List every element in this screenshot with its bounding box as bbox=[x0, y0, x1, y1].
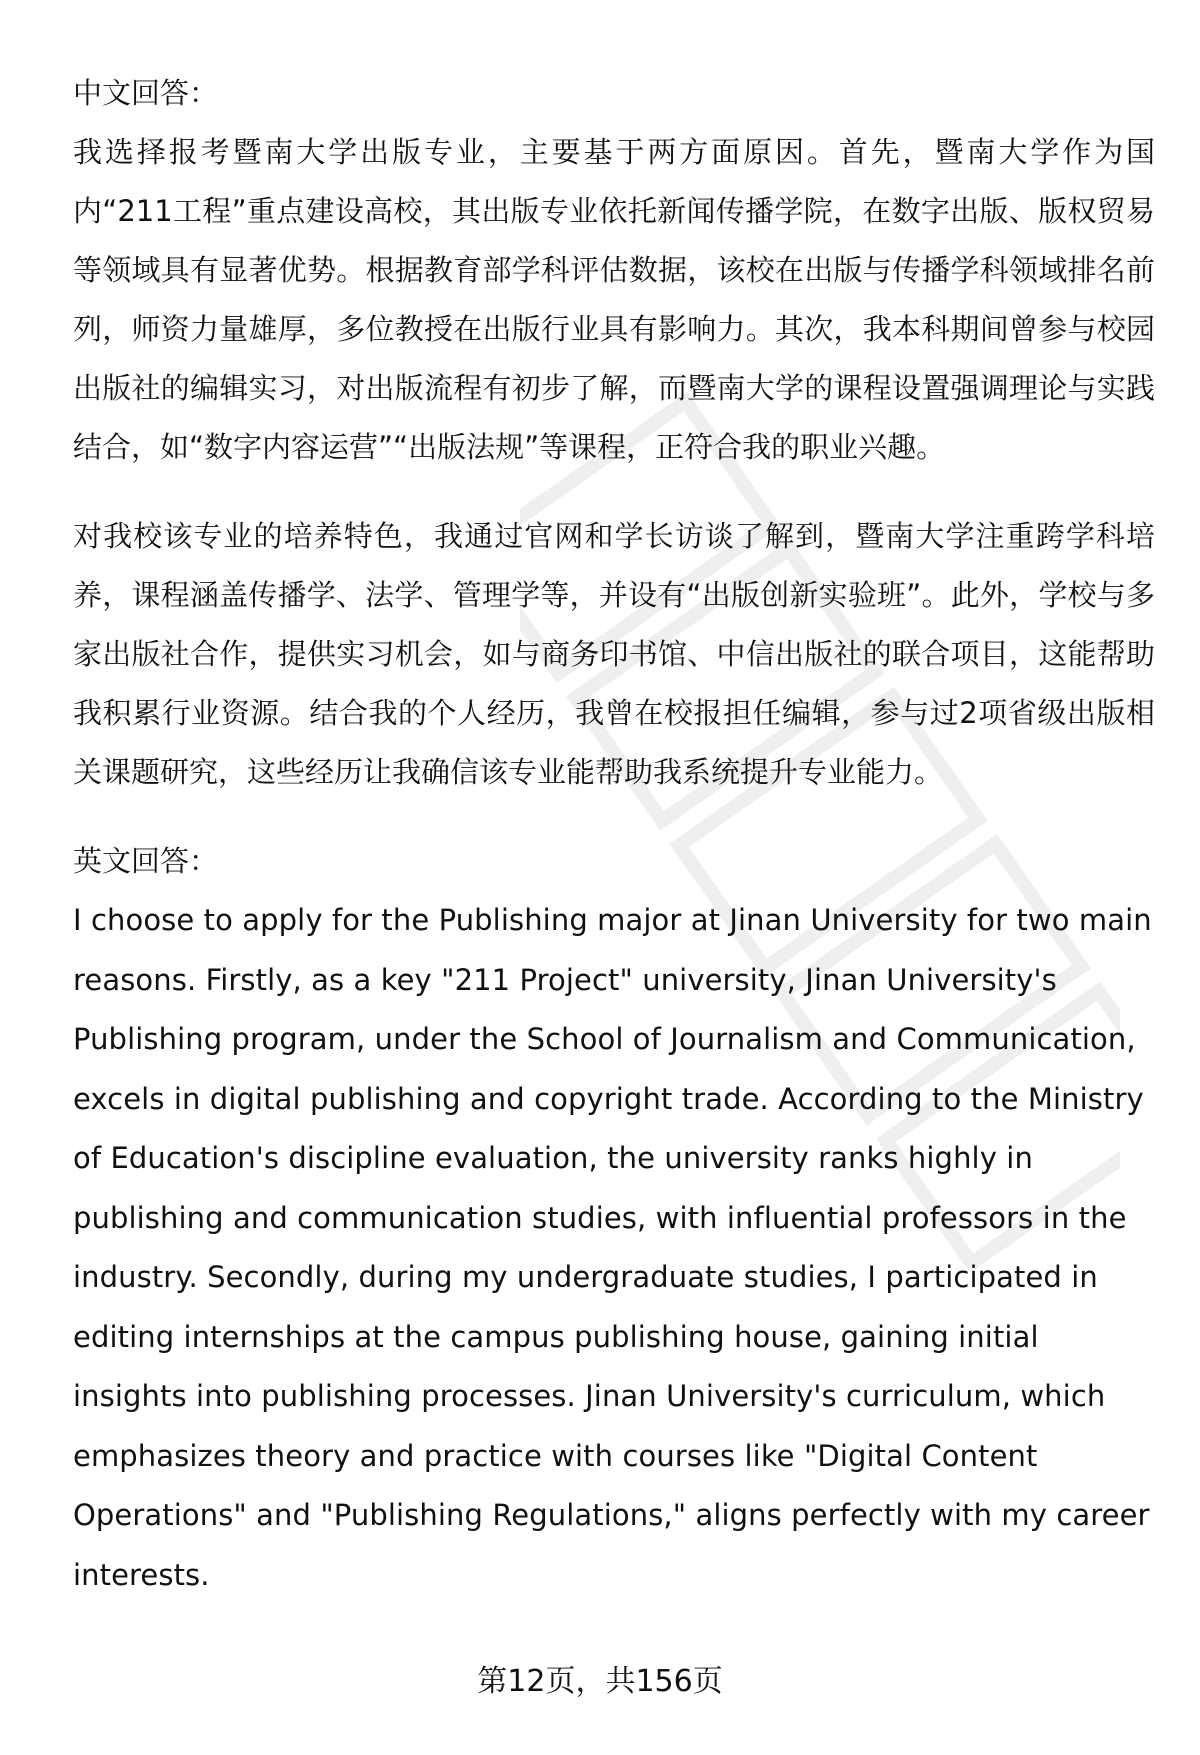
document-body bbox=[73, 64, 1155, 1605]
paragraph-gap bbox=[73, 802, 1155, 832]
zh-answer-label: 中文回答： bbox=[73, 76, 219, 110]
zh-answer-paragraph-2: 对我校该专业的培养特色，我通过官网和学长访谈了解到，暨南大学注重跨学科培养，课程涵盖传播学、法学、管理学等，并设有“出版创新实验班”。此外，学校与多家出版社合作，提供实习机会，如与商务印书馆、中信出版社的联合项目，这能帮助我积累行业资源。结合我的个人经历，我曾在校报担任编辑，参与过2项省级出版相关课题研究，这些经历让我确信该专业能帮助我系统提升专业能力。 bbox=[73, 519, 1155, 789]
zh-answer-paragraph-1: 我选择报考暨南大学出版专业，主要基于两方面原因。首先，暨南大学作为国内“211工程”重点建设高校，其出版专业依托新闻传播学院，在数字出版、版权贸易等领域具有显著优势。根据教育部学科评估数据，该校在出版与传播学科领域排名前列，师资力量雄厚，多位教授在出版行业具有影响力。其次，我本科期间曾参与校园出版社的编辑实习，对出版流程有初步了解，而暨南大学的课程设置强调理论与实践结合，如“数字内容运营”“出版法规”等课程，正符合我的职业兴趣。 bbox=[73, 135, 1155, 464]
en-answer-paragraph-1: I choose to apply for the Publishing major at Jinan University for two main reasons. Firstly, as a key "211 Project" university, Jinan University's Publishing program, under the School of Journalism and Communication, excels in digital publishing and copyright trade. According to the Ministry of Education's discipline evaluation, the university ranks highly in publishing and communication studies, with influential professors in the industry. Secondly, during my undergraduate studies, I participated in editing internships at the campus publishing house, gaining initial insights into publishing processes. Jinan University's curriculum, which emphasizes theory and practice with courses like "Digital Content Operations" and "Publishing Regulations," aligns perfectly with my career interests. bbox=[73, 903, 1152, 1592]
page-indicator: 第12页，共156页 bbox=[477, 1664, 723, 1699]
paragraph-gap bbox=[73, 477, 1155, 507]
en-answer-label: 英文回答： bbox=[73, 844, 219, 878]
